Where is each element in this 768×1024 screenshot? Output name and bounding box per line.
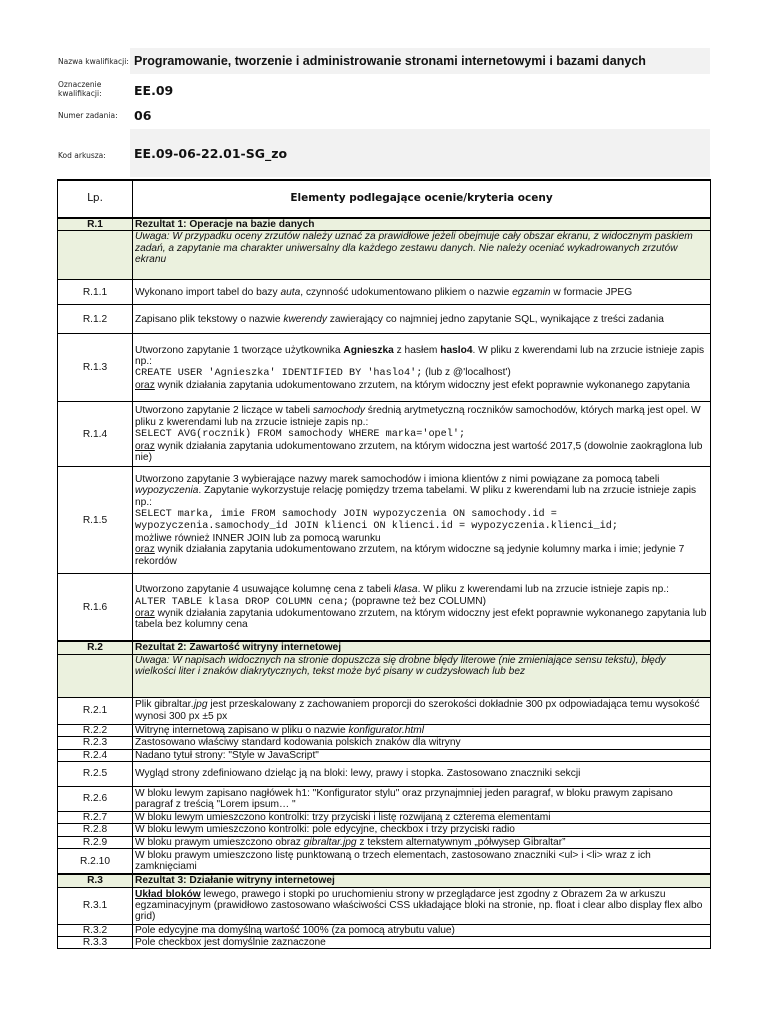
note-row-r1 xyxy=(58,231,711,280)
row-num: R.2.1 xyxy=(58,697,133,724)
row-text: Nadano tytuł strony: "Style w JavaScript" xyxy=(133,749,711,761)
row-num: R.2.6 xyxy=(58,787,133,812)
row-text: Wygląd strony zdefiniowano dzieląc ją na bloki: lewy, prawy i stopka. Zastosowano znaczniki sekcji xyxy=(133,762,711,787)
row-text: W bloku lewym zapisano nagłówek h1: "Konfigurator stylu" oraz przynajmniej jeden paragraf, w bloku prawym zapisano paragraf z treścią "Lorem ipsum… " xyxy=(133,787,711,812)
row-num: R.2.4 xyxy=(58,749,133,761)
col-criteria-header: Elementy podlegające ocenie/kryteria oceny xyxy=(133,180,711,218)
table-row xyxy=(58,467,711,574)
table-row xyxy=(58,924,711,936)
table-row xyxy=(58,305,711,334)
qualification-code-value: EE.09 xyxy=(134,83,174,98)
note-text: Uwaga: W napisach widocznych na stronie dopuszcza się drobne błędy literowe (nie zmieniające sensu tekstu), błędy wielkości liter i znaków diakrytycznych, tekst może być pisany w cudzysłowach lub bez xyxy=(133,654,711,697)
row-text: Plik gibraltar.jpg jest przeskalowany z zachowaniem proporcji do szerokości dokładnie 300 px odpowiadająca temu wysokość wynosi 300 px ±5 px xyxy=(133,697,711,724)
result-title: Rezultat 2: Zawartość witryny internetowej xyxy=(133,641,711,654)
table-row xyxy=(58,402,711,467)
table-row xyxy=(58,836,711,848)
row-text: W bloku lewym umieszczono kontrolki: pole edycyjne, checkbox i trzy przyciski radio xyxy=(133,824,711,836)
row-text: Utworzono zapytanie 3 wybierające nazwy marek samochodów i imiona klientów z nimi powiązane za pomocą tabeli wypozyczenia. Zapytanie wykorzystuje relację pomiędzy trzema tabelami. W pliku z kwerendami lub na zrzucie istnieje zapis np.: SELECT marka, imie FROM samochody JOIN wypozyczenia ON samochody.id = wypozyczenia.samochody_id JOIN klienci ON klienci.id = wypozyczenia.klienci_id; możliwe również INNER JOIN lub za pomocą warunku oraz wynik działania zapytania udokumentowano zrzutem, na którym widoczne są jedynie kolumny marka i imie; jedynie 7 rekordów xyxy=(133,467,711,574)
table-row xyxy=(58,697,711,724)
criteria-table xyxy=(57,179,711,949)
row-num: R.3.1 xyxy=(58,887,133,924)
row-text: Zastosowano właściwy standard kodowania polskich znaków dla witryny xyxy=(133,737,711,749)
table-header-row xyxy=(58,180,711,218)
table-row xyxy=(58,334,711,402)
row-num: R.2.2 xyxy=(58,724,133,736)
row-num: R.1.6 xyxy=(58,574,133,642)
row-num: R.2.3 xyxy=(58,737,133,749)
result-num: R.3 xyxy=(58,874,133,887)
sheet-code-label: Kod arkusza: xyxy=(58,151,106,160)
row-num: R.1.1 xyxy=(58,280,133,305)
row-text: Utworzono zapytanie 4 usuwające kolumnę cena z tabeli klasa. W pliku z kwerendami lub na zrzucie istnieje zapis np.: ALTER TABLE klasa DROP COLUMN cena; (poprawne też bez COLUMN) oraz wynik działania zapytania udokumentowano zrzutem, na którym widoczny jest efekt poprawnie wykonanego zapytania lub tabela bez kolumny cena xyxy=(133,574,711,642)
task-number-label: Numer zadania: xyxy=(58,111,118,120)
table-row xyxy=(58,280,711,305)
row-num: R.3.3 xyxy=(58,937,133,949)
table-row xyxy=(58,762,711,787)
row-text: W bloku lewym umieszczono kontrolki: trzy przyciski i listę rozwijaną z czterema elementami xyxy=(133,812,711,824)
result-row-r2 xyxy=(58,641,711,654)
row-num: R.1.4 xyxy=(58,402,133,467)
qualification-code-label: Oznaczenie kwalifikacji: xyxy=(58,80,102,98)
result-title: Rezultat 3: Działanie witryny internetowej xyxy=(133,874,711,887)
row-text: Utworzono zapytanie 1 tworzące użytkownika Agnieszka z hasłem haslo4. W pliku z kwerendami lub na zrzucie istnieje zapis np.: CREATE USER 'Agnieszka' IDENTIFIED BY 'haslo4'; (lub z @'localhost') oraz wynik działania zapytania udokumentowano zrzutem, na którym widoczny jest efekt poprawnie wykonanego zapytania xyxy=(133,334,711,402)
result-row-r3 xyxy=(58,874,711,887)
row-text: Układ bloków lewego, prawego i stopki po uruchomieniu strony w przeglądarce jest zgodny z Obrazem 2a w arkuszu egzaminacyjnym (prawidłowo zastosowano właściwości CSS układające bloki na stronie, np. float i clear albo display flex albo grid) xyxy=(133,887,711,924)
sheet-code-value: EE.09-06-22.01-SG_zo xyxy=(130,129,710,177)
result-num: R.1 xyxy=(58,218,133,231)
row-num: R.2.9 xyxy=(58,836,133,848)
table-row xyxy=(58,737,711,749)
row-num: R.1.3 xyxy=(58,334,133,402)
table-row xyxy=(58,887,711,924)
row-text: Wykonano import tabel do bazy auta, czynność udokumentowano plikiem o nazwie egzamin w formacie JPEG xyxy=(133,280,711,305)
row-text: W bloku prawym umieszczono obraz gibraltar.jpg z tekstem alternatywnym „półwysep Gibraltar” xyxy=(133,836,711,848)
task-number-value: 06 xyxy=(134,108,152,123)
result-num: R.2 xyxy=(58,641,133,654)
qualification-name-value: Programowanie, tworzenie i administrowanie stronami internetowymi i bazami danych xyxy=(130,48,710,74)
row-num: R.2.7 xyxy=(58,812,133,824)
row-num: R.1.5 xyxy=(58,467,133,574)
row-text: Pole edycyjne ma domyślną wartość 100% (za pomocą atrybutu value) xyxy=(133,924,711,936)
result-title: Rezultat 1: Operacje na bazie danych xyxy=(133,218,711,231)
result-row-r1 xyxy=(58,218,711,231)
col-lp-header: Lp. xyxy=(58,180,133,218)
row-text: Zapisano plik tekstowy o nazwie kwerendy zawierający co najmniej jedno zapytanie SQL, wynikające z treści zadania xyxy=(133,305,711,334)
row-num: R.1.2 xyxy=(58,305,133,334)
table-row xyxy=(58,849,711,875)
qualification-name-label: Nazwa kwalifikacji: xyxy=(58,57,129,66)
row-text: W bloku prawym umieszczono listę punktowaną o trzech elementach, zastosowano znaczniki <ul> i <li> wraz z ich zamknięciami xyxy=(133,849,711,875)
note-text: Uwaga: W przypadku oceny zrzutów należy uznać za prawidłowe jeżeli obejmuje cały obszar ekranu, z widocznym paskiem zadań, a zapytanie ma charakter uniwersalny dla każdego zestawu danych. Nie należy oceniać wykadrowanych zrzutów ekranu xyxy=(133,231,711,280)
table-row xyxy=(58,574,711,642)
row-text: Pole checkbox jest domyślnie zaznaczone xyxy=(133,937,711,949)
table-row xyxy=(58,812,711,824)
row-text: Witrynę internetową zapisano w pliku o nazwie konfigurator.html xyxy=(133,724,711,736)
table-row xyxy=(58,937,711,949)
table-row xyxy=(58,749,711,761)
row-num: R.2.8 xyxy=(58,824,133,836)
row-text: Utworzono zapytanie 2 liczące w tabeli samochody średnią arytmetyczną roczników samochodów, których marką jest opel. W pliku z kwerendami lub na zrzucie istnieje zapis np.: SELECT AVG(rocznik) FROM samochody WHERE marka='opel'; oraz wynik działania zapytania udokumentowano zrzutem, na którym widoczna jest wartość 2017,5 (dowolnie zaokrąglona lub nie) xyxy=(133,402,711,467)
table-row xyxy=(58,824,711,836)
row-num: R.3.2 xyxy=(58,924,133,936)
table-row xyxy=(58,787,711,812)
note-row-r2 xyxy=(58,654,711,697)
row-num: R.2.10 xyxy=(58,849,133,875)
table-row xyxy=(58,724,711,736)
row-num: R.2.5 xyxy=(58,762,133,787)
